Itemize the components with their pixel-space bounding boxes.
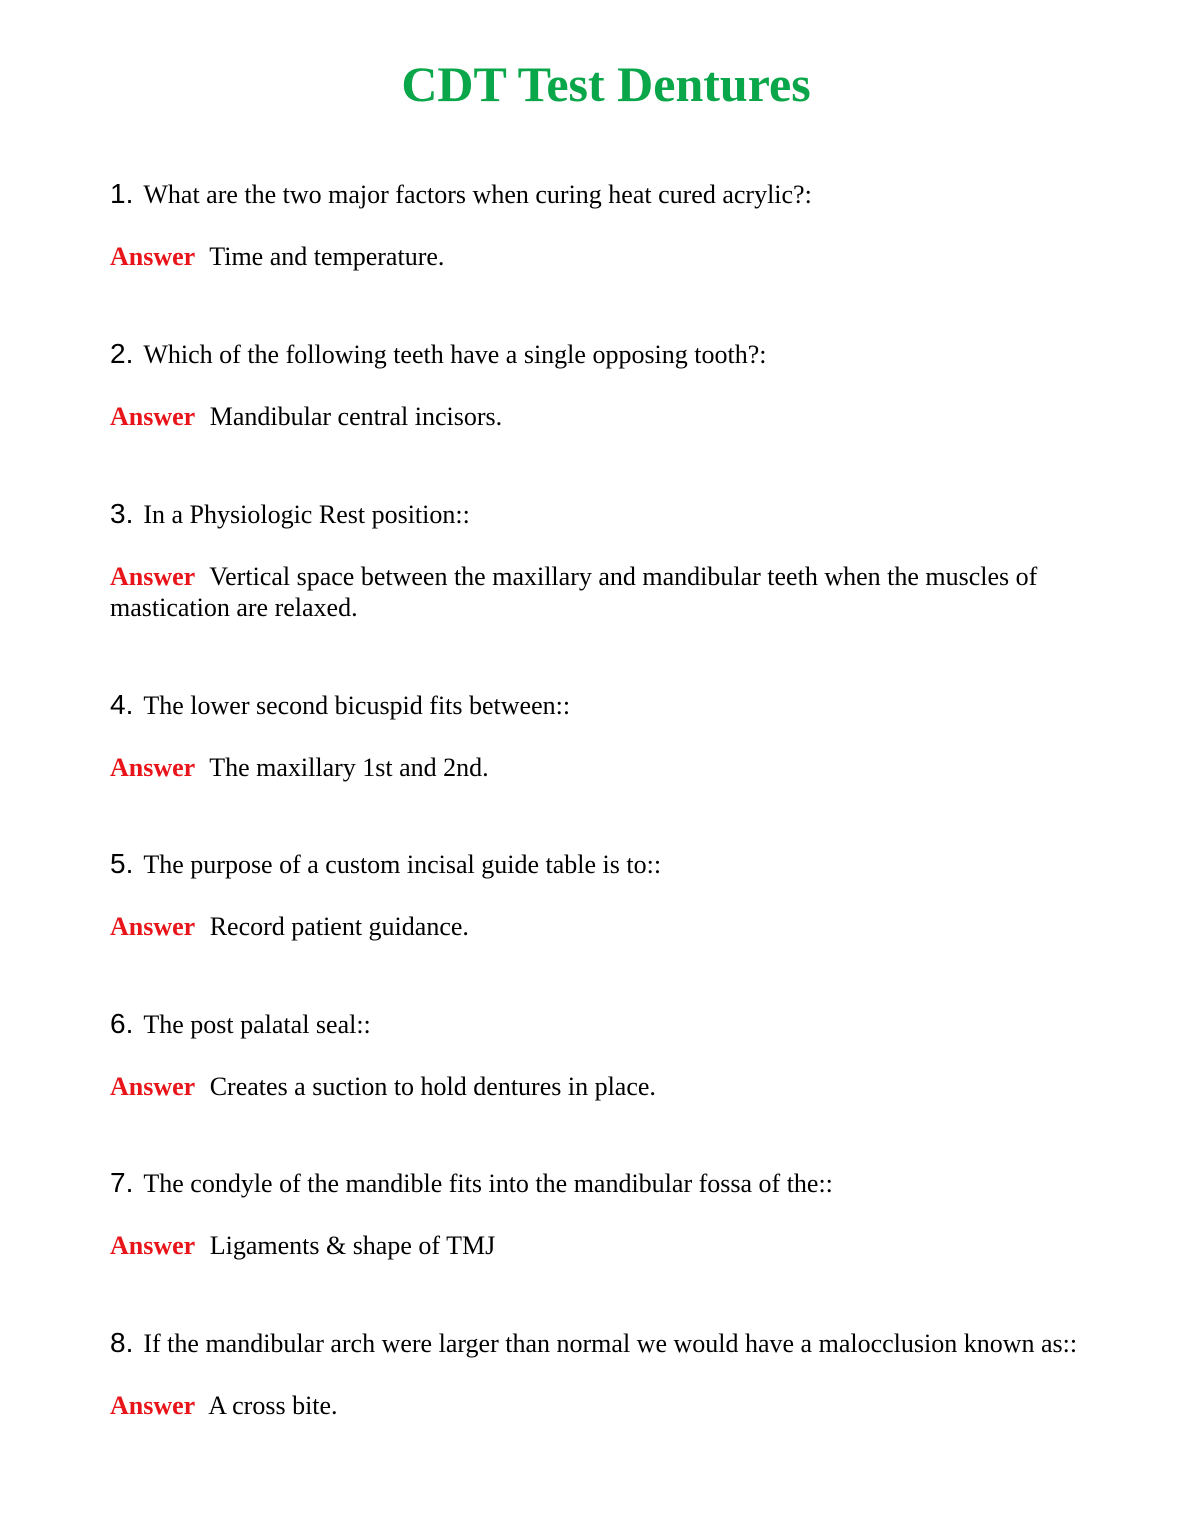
answer-text: Vertical space between the maxillary and mandibular teeth when the muscles of mastication are relaxed. <box>110 562 1038 622</box>
question-text: In a Physiologic Rest position:: <box>143 500 470 529</box>
question-text: The purpose of a custom incisal guide table is to:: <box>143 850 662 879</box>
question <box>110 178 1090 210</box>
question-text: The post palatal seal:: <box>143 1010 371 1039</box>
question-text: Which of the following teeth have a single opposing tooth?: <box>143 340 767 369</box>
answer-text: A cross bite. <box>208 1391 338 1420</box>
question-number: 2. <box>110 338 134 369</box>
answer-label: Answer <box>110 912 196 941</box>
page-title: CDT Test Dentures <box>401 56 811 112</box>
answer-label: Answer <box>110 402 196 431</box>
answer <box>110 401 1090 432</box>
answer-text: The maxillary 1st and 2nd. <box>209 753 489 782</box>
question <box>110 1008 1090 1040</box>
qa-item <box>110 1008 1090 1102</box>
question-number: 1. <box>110 178 134 209</box>
qa-item <box>110 689 1090 783</box>
question-text: What are the two major factors when curing heat cured acrylic?: <box>143 180 812 209</box>
answer <box>110 1390 1090 1421</box>
answer-label: Answer <box>110 562 196 591</box>
answer <box>110 1071 1090 1102</box>
qa-item <box>110 1327 1090 1421</box>
question <box>110 1327 1090 1359</box>
qa-item <box>110 498 1090 623</box>
question-number: 3. <box>110 498 134 529</box>
question-number: 4. <box>110 689 134 720</box>
answer <box>110 1230 1090 1261</box>
qa-item <box>110 178 1090 272</box>
answer-label: Answer <box>110 242 196 271</box>
answer-text: Creates a suction to hold dentures in place. <box>209 1072 656 1101</box>
question-text: The lower second bicuspid fits between:: <box>143 691 571 720</box>
answer-label: Answer <box>110 753 196 782</box>
answer-text: Time and temperature. <box>209 242 445 271</box>
question-number: 7. <box>110 1167 134 1198</box>
question <box>110 1167 1090 1199</box>
answer-label: Answer <box>110 1072 196 1101</box>
answer <box>110 752 1090 783</box>
question-number: 8. <box>110 1327 134 1358</box>
question <box>110 498 1090 530</box>
answer-label: Answer <box>110 1231 196 1260</box>
question <box>110 689 1090 721</box>
qa-item <box>110 1167 1090 1261</box>
answer <box>110 561 1090 623</box>
question-number: 6. <box>110 1008 134 1039</box>
question-text: If the mandibular arch were larger than normal we would have a malocclusion known as:: <box>143 1329 1078 1358</box>
answer-text: Ligaments & shape of TMJ <box>209 1231 496 1260</box>
answer-text: Mandibular central incisors. <box>209 402 503 431</box>
qa-item <box>110 848 1090 942</box>
answer-text: Record patient guidance. <box>209 912 469 941</box>
question-number: 5. <box>110 848 134 879</box>
answer <box>110 241 1090 272</box>
qa-item <box>110 338 1090 432</box>
answer-label: Answer <box>110 1391 196 1420</box>
question <box>110 848 1090 880</box>
answer <box>110 911 1090 942</box>
question <box>110 338 1090 370</box>
question-text: The condyle of the mandible fits into the mandibular fossa of the:: <box>143 1169 833 1198</box>
